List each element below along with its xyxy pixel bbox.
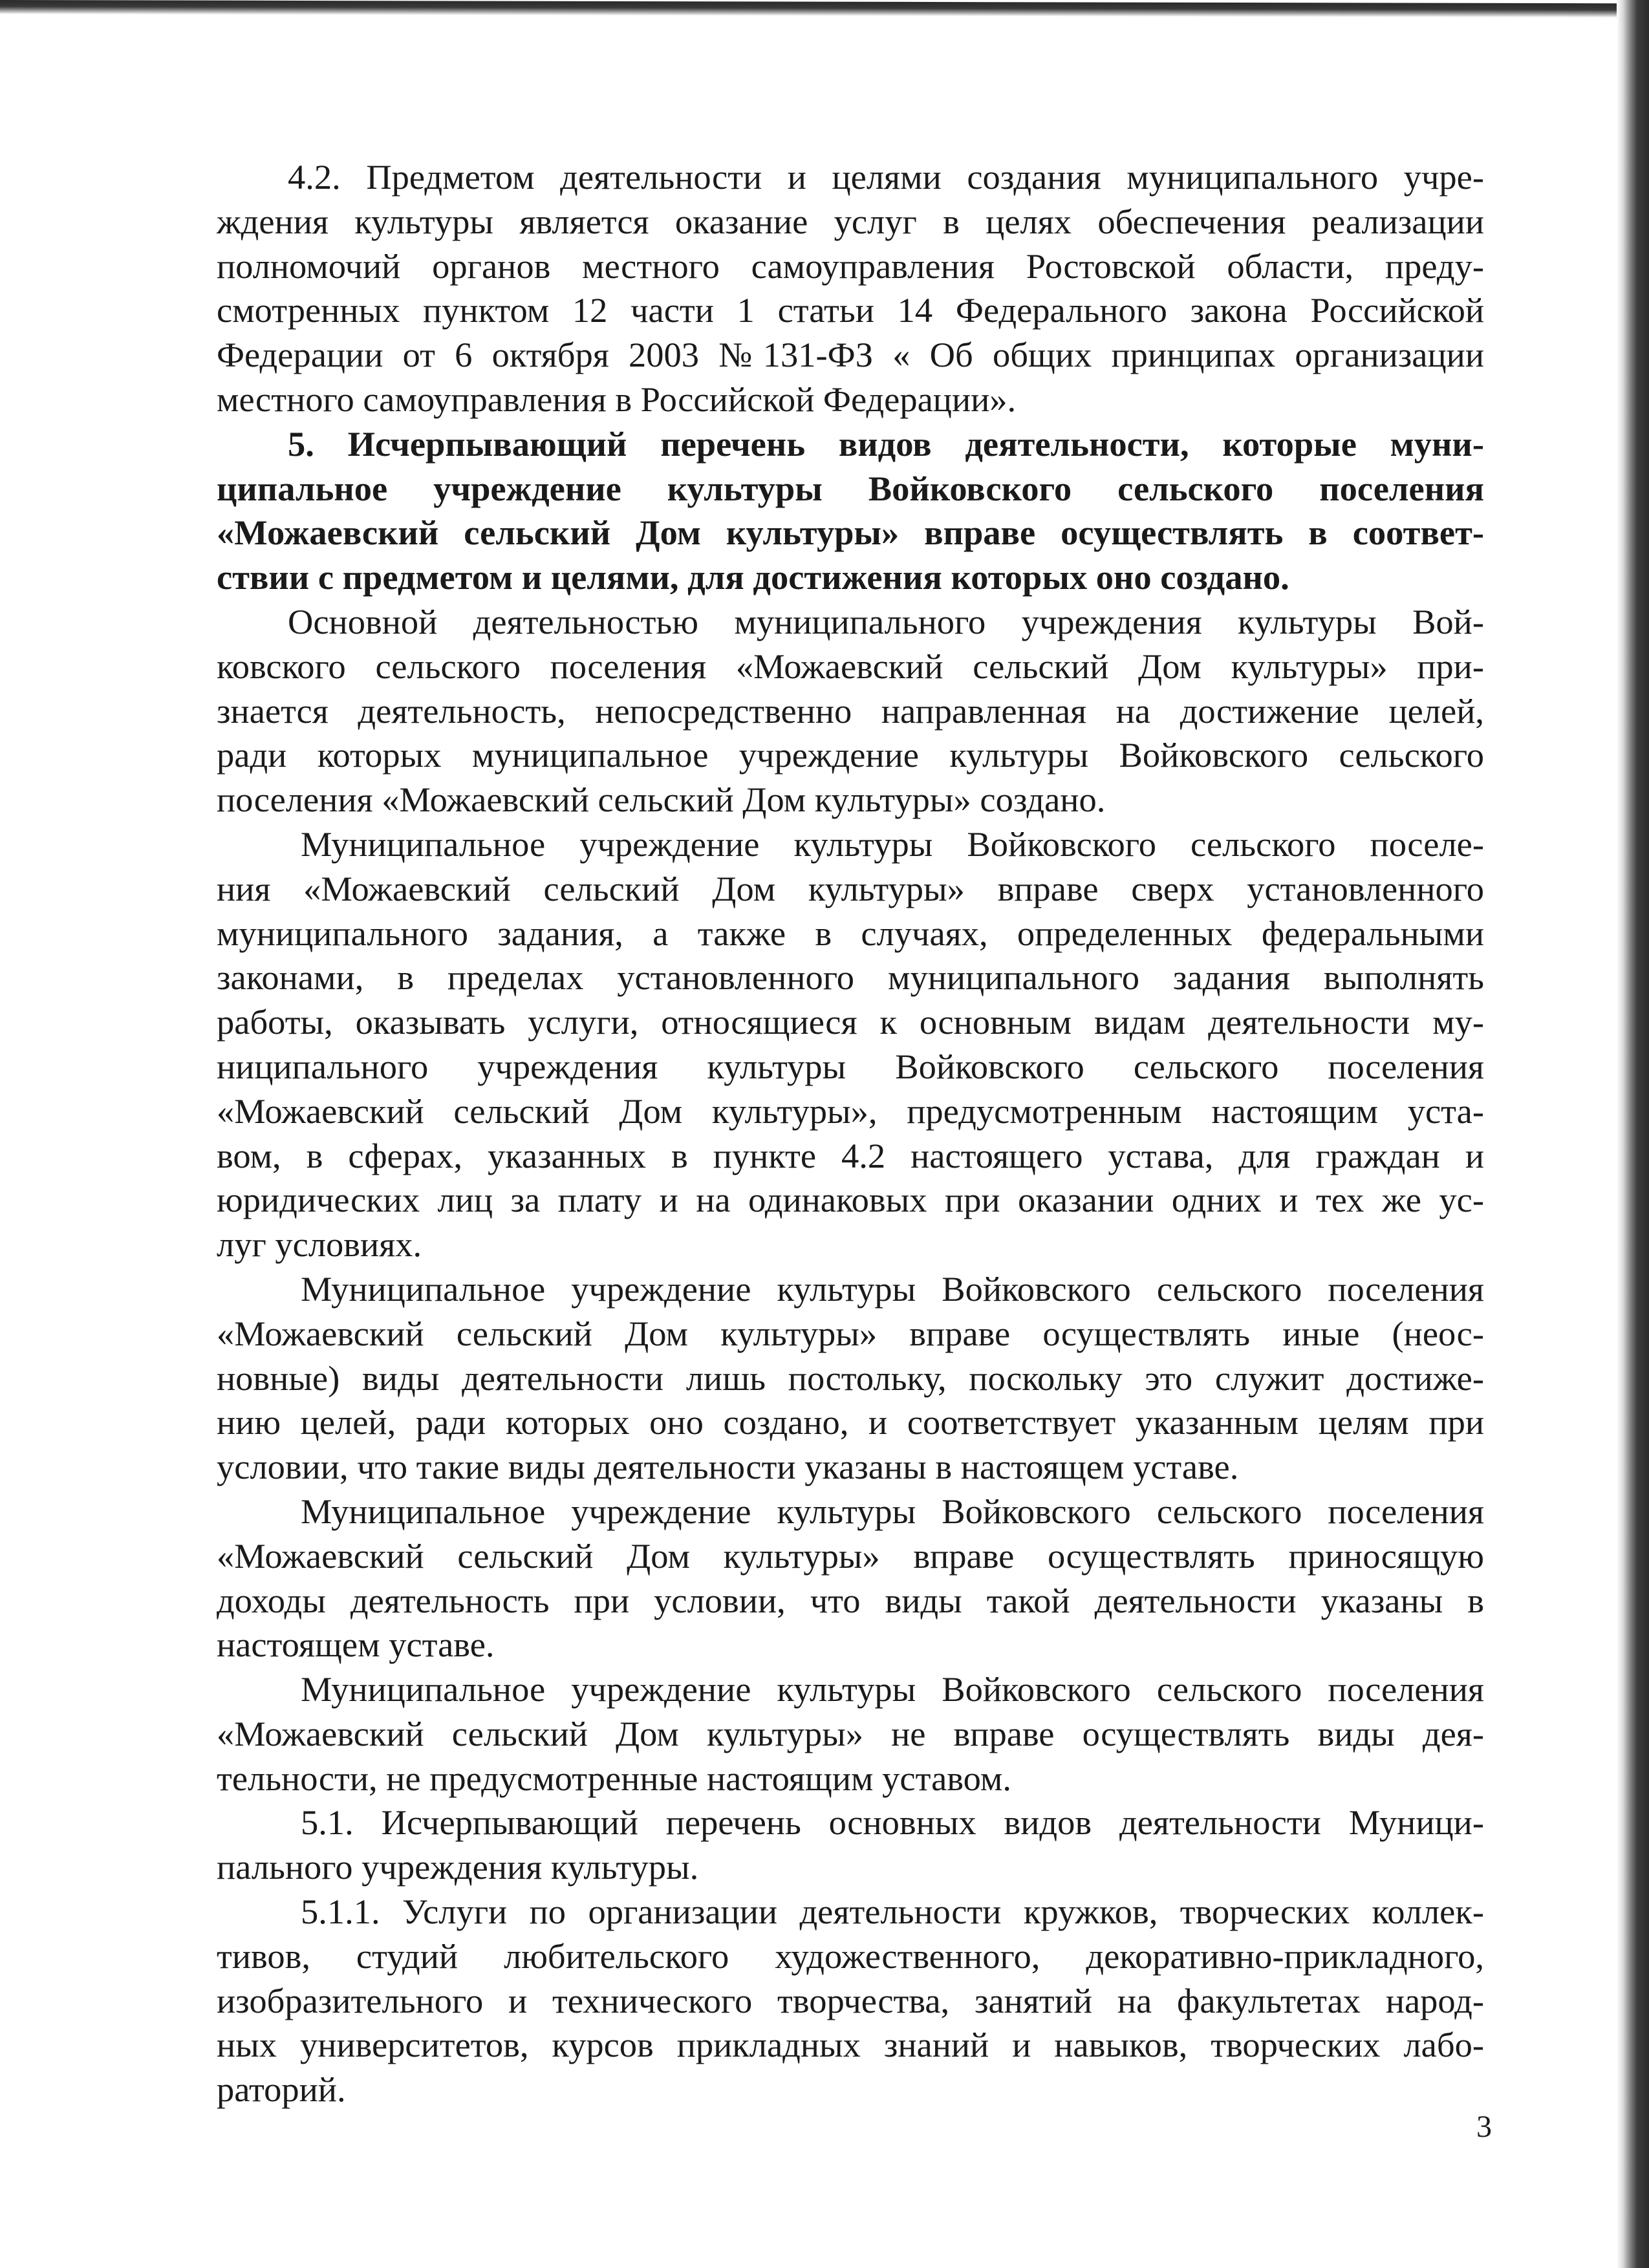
text-line: луг условиях.	[217, 1225, 422, 1265]
text-line: Федерации от 6 октября 2003 №131-ФЗ « Об общих принципах организации	[217, 335, 1484, 375]
text-line: «Можаевский сельский Дом культуры» вправе осуществлять иные (неос-	[217, 1313, 1484, 1353]
paragraph-5-1-1	[217, 1890, 1484, 2112]
text-line: Муниципальное учреждение культуры Войковского сельского поселения	[301, 1491, 1484, 1531]
text-line: 4.2. Предметом деятельности и целями создания муниципального учре-	[288, 157, 1484, 197]
text-line: «Можаевский сельский Дом культуры» не вправе осуществлять виды дея-	[217, 1713, 1484, 1753]
text-line: «Можаевский сельский Дом культуры», предусмотренным настоящим уста-	[217, 1091, 1484, 1131]
text-line: ных университетов, курсов прикладных знаний и навыков, творческих лабо-	[217, 2025, 1484, 2065]
text-line: условии, что такие виды деятельности указаны в настоящем уставе.	[217, 1447, 1239, 1487]
text-line: законами, в пределах установленного муниципального задания выполнять	[217, 957, 1484, 998]
scan-top-edge	[0, 0, 1617, 17]
paragraph-4-2	[217, 155, 1484, 422]
text-line: поселения «Можаевский сельский Дом культуры» создано.	[217, 780, 1106, 820]
text-line: новные) виды деятельности лишь постольку, поскольку это служит достиже-	[217, 1358, 1484, 1398]
text-line: смотренных пунктом 12 части 1 статьи 14 Федерального закона Российской	[217, 290, 1484, 330]
text-line: знается деятельность, непосредственно направленная на достижение целей,	[217, 690, 1484, 731]
document-page	[217, 155, 1484, 2112]
text-line: доходы деятельность при условии, что виды такой деятельности указаны в	[217, 1580, 1484, 1620]
text-line: ждения культуры является оказание услуг в целях обеспечения реализации	[217, 201, 1484, 241]
text-line: работы, оказывать услуги, относящиеся к основным видам деятельности му-	[217, 1002, 1484, 1042]
paragraph-prinosyashchaya-dohody	[217, 1490, 1484, 1667]
text-line: Основной деятельностью муниципального учреждения культуры Вой-	[288, 601, 1484, 641]
text-line: Муниципальное учреждение культуры Войковского сельского поселения	[301, 1669, 1484, 1709]
text-line: настоящем уставе.	[217, 1625, 495, 1665]
paragraph-sverh-zadaniya	[217, 822, 1484, 1267]
text-line: 5.1. Исчерпывающий перечень основных видов деятельности Муници-	[301, 1803, 1484, 1843]
text-line: ствии с предметом и целями, для достижения которых оно создано.	[217, 557, 1289, 597]
text-line: нию целей, ради которых оно создано, и соответствует указанным целям при	[217, 1402, 1484, 1442]
text-line: Муниципальное учреждение культуры Войковского сельского поселения	[301, 1268, 1484, 1309]
paragraph-ne-vprave	[217, 1667, 1484, 1801]
text-line: 5. Исчерпывающий перечень видов деятельности, которые муни-	[288, 423, 1484, 464]
text-line: «Можаевский сельский Дом культуры» вправе осуществлять в соответ-	[217, 513, 1484, 553]
text-line: ния «Можаевский сельский Дом культуры» вправе сверх установленного	[217, 868, 1484, 908]
paragraph-osnovnaya-deyatelnost	[217, 600, 1484, 822]
text-line: тивов, студий любительского художественного, декоративно-прикладного,	[217, 1936, 1484, 1976]
text-line: 5.1.1. Услуги по организации деятельности кружков, творческих коллек-	[301, 1892, 1484, 1932]
text-line: полномочий органов местного самоуправления Ростовской области, преду-	[217, 246, 1484, 286]
text-line: пального учреждения культуры.	[217, 1847, 699, 1887]
scan-right-edge	[1617, 0, 1649, 2268]
text-line: ковского сельского поселения «Можаевский сельский Дом культуры» при-	[217, 646, 1484, 686]
text-line: муниципального задания, а также в случаях, определенных федеральными	[217, 913, 1484, 953]
text-line: ципальное учреждение культуры Войковского сельского поселения	[217, 468, 1484, 508]
text-line: вом, в сферах, указанных в пункте 4.2 настоящего устава, для граждан и	[217, 1135, 1484, 1175]
text-line: «Можаевский сельский Дом культуры» вправе осуществлять приносящую	[217, 1535, 1484, 1576]
text-line: ради которых муниципальное учреждение культуры Войковского сельского	[217, 735, 1484, 775]
text-line: юридических лиц за плату и на одинаковых при оказании одних и тех же ус-	[217, 1180, 1484, 1220]
text-line: Муниципальное учреждение культуры Войковского сельского поселе-	[301, 824, 1484, 864]
text-line: тельности, не предусмотренные настоящим уставом.	[217, 1758, 1011, 1798]
paragraph-5-1	[217, 1801, 1484, 1890]
page-number: 3	[1476, 2110, 1492, 2144]
text-line: местного самоуправления в Российской Федерации».	[217, 379, 1017, 419]
text-line: изобразительного и технического творчества, занятий на факультетах народ-	[217, 1980, 1484, 2020]
text-line: раторий.	[217, 2070, 346, 2110]
paragraph-inye-vidy	[217, 1267, 1484, 1490]
text-line: ниципального учреждения культуры Войковского сельского поселения	[217, 1046, 1484, 1086]
section-5-heading	[217, 422, 1484, 600]
